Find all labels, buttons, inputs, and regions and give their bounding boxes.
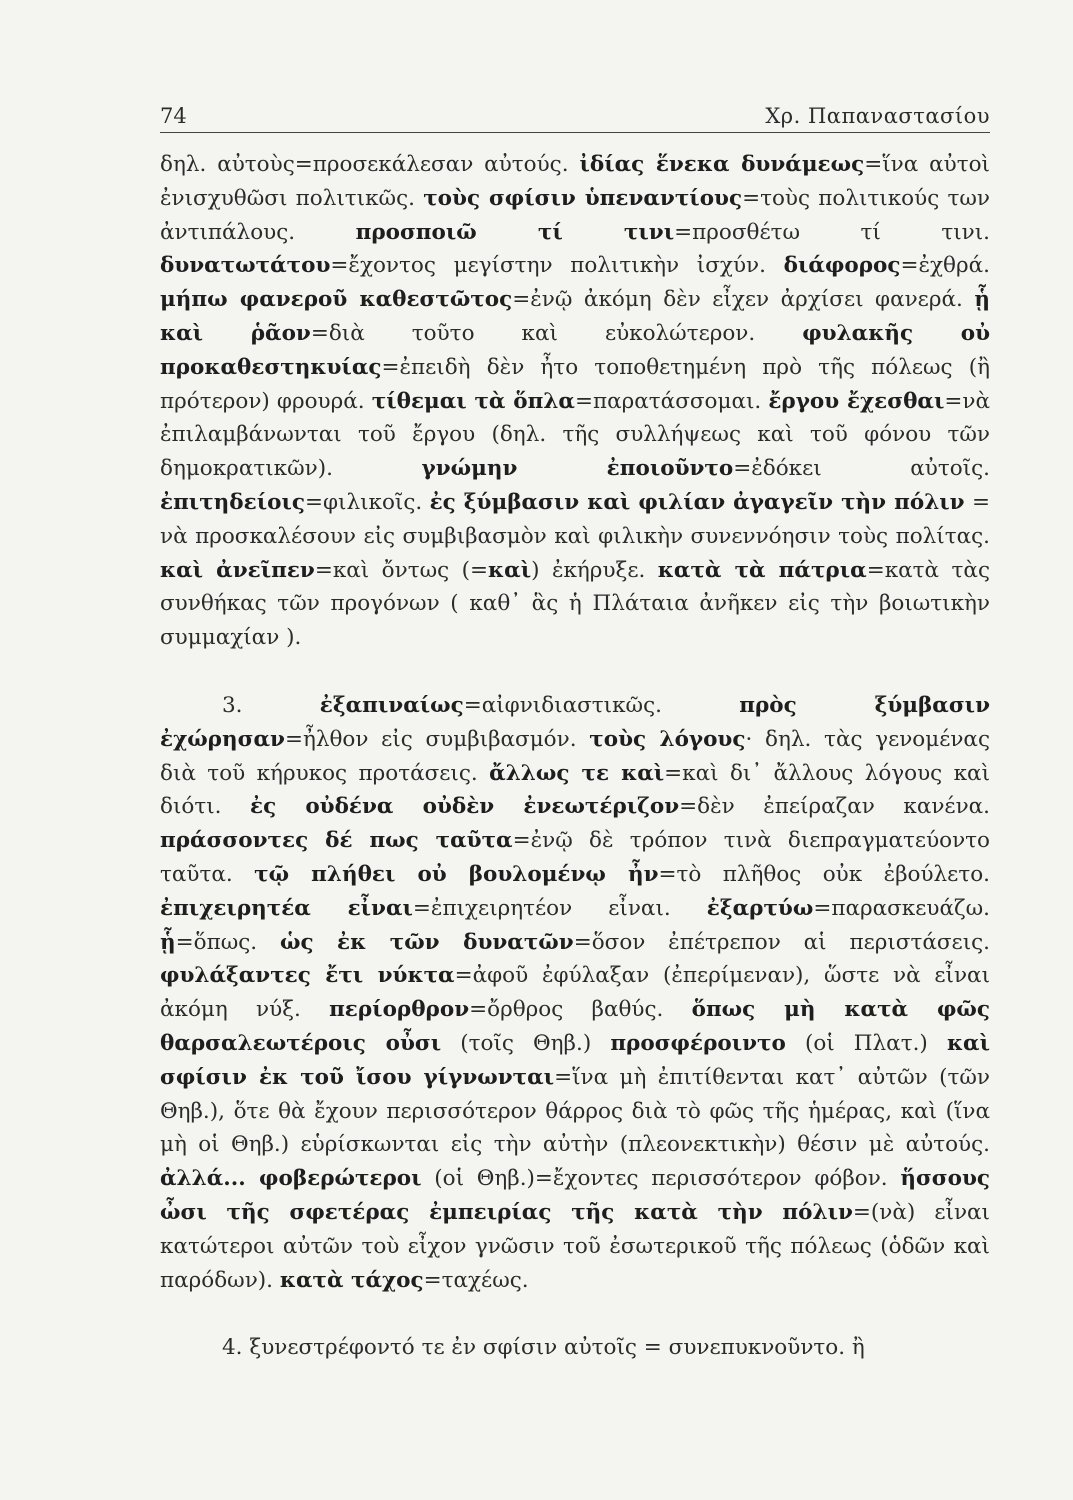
- lemma: γνώμην ἐποιοῦντο: [421, 456, 734, 482]
- lemma: καὶ: [488, 557, 532, 583]
- lemma: φυλάξαντες ἔτι νύκτα: [160, 963, 455, 989]
- lemma: ἐς ξύμβασιν καὶ φιλίαν ἀγαγεῖν τὴν πόλιν: [429, 489, 965, 515]
- gloss: =ὄρθρος βαθύς.: [469, 997, 692, 1023]
- gloss: =ἔχοντος μεγίστην πολιτικὴν ἰσχύν.: [330, 253, 784, 279]
- gloss: (οἱ Θηβ.)=ἔχοντες περισσότερον φόβον.: [421, 1166, 901, 1192]
- gloss: =ἐπειδὴ δὲν ἦτο τοποθετημένη πρὸ τῆς πόλεως (ἢ πρότερον) φρουρά.: [160, 354, 990, 414]
- gloss: · δηλ. τὰς γενομένας διὰ τοῦ κήρυκος προτάσεις.: [160, 726, 990, 786]
- lemma: πράσσοντες δέ πως ταῦτα: [160, 828, 513, 854]
- gloss: =ἐνῷ δὲ τρόπον τινὰ διεπραγματεύοντο ταῦτα.: [160, 828, 990, 887]
- lemma: κατὰ τὰ πάτρια: [657, 557, 867, 583]
- lemma: διάφορος: [783, 253, 901, 279]
- gloss: =ἀφοῦ ἐφύλαξαν (ἐπερίμεναν), ὥστε νὰ εἶναι ἀκόμη νύξ.: [160, 963, 991, 1023]
- lemma: ἔργου ἔχεσθαι: [768, 388, 945, 414]
- gloss: =ταχέως.: [423, 1267, 529, 1293]
- lemma: ὅπως μὴ κατὰ φῶς θαρσαλεωτέροις οὖσι: [160, 997, 990, 1056]
- gloss: ) ἐκήρυξε.: [531, 557, 658, 583]
- lemma: περίορθρον: [329, 997, 470, 1023]
- gloss: (τοῖς Θηβ.): [441, 1030, 611, 1056]
- lemma: τῷ πλήθει οὐ βουλομένῳ ἦν: [254, 861, 659, 887]
- gloss: =(νὰ) εἶναι κατώτεροι αὐτῶν τοὺ εἶχον γνῶσιν τοῦ ἐσωτερικοῦ τῆς πόλεως (ὁδῶν καὶ παρόδων).: [160, 1199, 990, 1293]
- gloss: =φιλικοῖς.: [304, 489, 430, 515]
- gloss: =ἐνῷ ἀκόμη δὲν εἶχεν ἀρχίσει φανερά.: [512, 287, 975, 313]
- lemma: φυλακῆς οὐ προκαθεστηκυίας: [160, 320, 990, 380]
- lemma: ὡς ἐκ τῶν δυνατῶν: [280, 929, 574, 955]
- lemma: ἰδίας ἕνεκα δυνάμεως: [579, 152, 865, 177]
- lemma: ἄλλως τε καὶ: [489, 760, 665, 786]
- paragraph-number: 3.: [222, 692, 320, 718]
- lemma: ἐξαρτύω: [706, 895, 814, 921]
- gloss: =παρασκευάζω.: [813, 895, 990, 921]
- lemma: καὶ σφίσιν ἐκ τοῦ ἴσου γίγνωνται: [160, 1030, 991, 1090]
- page-number: 74: [160, 104, 187, 128]
- lemma: ἐπιτηδείοις: [160, 489, 305, 515]
- page-header: [160, 102, 990, 133]
- gloss: =αἰφνιδιαστικῶς.: [463, 692, 740, 718]
- gloss: ξυνεστρέφοντό τε ἐν σφίσιν αὐτοῖς: [249, 1335, 637, 1361]
- gloss: =παρατάσσομαι.: [574, 388, 769, 414]
- gloss: =ὅπως.: [175, 929, 280, 955]
- commentary-text: [160, 148, 990, 1365]
- gloss: =κατὰ τὰς συνθήκας τῶν προγόνων ( καθ᾿ ἃς ἡ Πλάταια ἀνῆκεν εἰς τὴν βοιωτικὴν συμμαχίαν ).: [160, 557, 990, 651]
- paragraph: [160, 689, 990, 1297]
- lemma: προσποιῶ τί τινι: [355, 219, 675, 245]
- gloss: =ἵνα αὐτοὶ ἐνισχυθῶσι πολιτικῶς.: [160, 152, 990, 211]
- gloss: =νὰ ἐπιλαμβάνωνται τοῦ ἔργου (δηλ. τῆς συλλήψεως καὶ τοῦ φόνου τῶν δημοκρατικῶν).: [160, 388, 990, 482]
- gloss: =ἐχθρά.: [900, 253, 990, 279]
- gloss: = νὰ προσκαλέσουν εἰς συμβιβασμὸν καὶ φιλικὴν συνεννόησιν τοὺς πολίτας.: [160, 489, 990, 549]
- gloss: =ἦλθον εἰς συμβιβασμόν.: [284, 726, 590, 752]
- paragraph: [160, 148, 990, 655]
- lemma: ἐξαπιναίως: [319, 692, 464, 718]
- lemma: προσφέροιντο: [610, 1030, 786, 1056]
- gloss: =ἐπιχειρητέον εἶναι.: [412, 895, 707, 921]
- running-head: Χρ. Παπαναστασίου: [765, 104, 990, 128]
- lemma: ἐπιχειρητέα εἶναι: [160, 895, 413, 921]
- lemma: τίθεμαι τὰ ὅπλα: [371, 388, 575, 414]
- lemma: ἐς οὐδένα οὐδὲν ἐνεωτέριζον: [250, 794, 680, 820]
- gloss: (οἱ Πλατ.): [785, 1030, 947, 1056]
- lemma: τοὺς λόγους: [589, 726, 746, 752]
- gloss: δηλ. αὐτοὺς=προσεκάλεσαν αὐτούς.: [160, 152, 580, 177]
- lemma: κατὰ τάχος: [279, 1267, 424, 1293]
- gloss: =ἵνα μὴ ἐπιτίθενται κατ᾿ αὐτῶν (τῶν Θηβ.), ὅτε θὰ ἔχουν περισσότερον θάρρος διὰ τὸ φῶς τῆς ἡμέρας, καὶ (ἵνα μὴ οἱ Θηβ.) εὑρίσκωνται εἰς τὴν αὐτὴν (πλεονεκτικὴν) θέσιν μὲ αὐτούς.: [160, 1064, 990, 1158]
- gloss: =ὅσον ἐπέτρεπον αἱ περιστάσεις.: [573, 929, 990, 955]
- paragraph-number: 4.: [222, 1335, 250, 1361]
- gloss: =τοὺς πολιτικούς των ἀντιπάλους.: [160, 185, 990, 245]
- gloss: = συνεπυκνοῦντο. ἢ: [636, 1335, 865, 1361]
- gloss: =διὰ τοῦτο καὶ εὐκολώτερον.: [310, 320, 803, 346]
- lemma: δυνατωτάτου: [160, 253, 331, 279]
- lemma: μήπω φανεροῦ καθεστῶτος: [160, 287, 513, 313]
- gloss: =καὶ δι᾿ ἄλλους λόγους καὶ διότι.: [160, 760, 990, 820]
- lemma: ᾗ καὶ ῥᾶον: [160, 287, 990, 346]
- gloss: =καὶ ὄντως (=: [314, 557, 489, 583]
- gloss: =προσθέτω τί τινι.: [674, 219, 990, 245]
- paragraph: [160, 1331, 990, 1365]
- lemma: ᾗ: [160, 929, 176, 955]
- gloss: =τὸ πλῆθος οὐκ ἐβούλετο.: [658, 861, 990, 887]
- lemma: πρὸς ξύμβασιν ἐχώρησαν: [160, 692, 990, 752]
- gloss: =ἐδόκει αὐτοῖς.: [733, 456, 991, 482]
- lemma: ἥσσους ὦσι τῆς σφετέρας ἐμπειρίας τῆς κατὰ τὴν πόλιν: [160, 1166, 991, 1225]
- gloss: =δὲν ἐπείραζαν κανένα.: [679, 794, 990, 820]
- lemma: ἀλλά... φοβερώτεροι: [160, 1166, 422, 1192]
- lemma: τοὺς σφίσιν ὑπεναντίους: [423, 185, 743, 211]
- lemma: καὶ ἀνεῖπεν: [160, 557, 315, 583]
